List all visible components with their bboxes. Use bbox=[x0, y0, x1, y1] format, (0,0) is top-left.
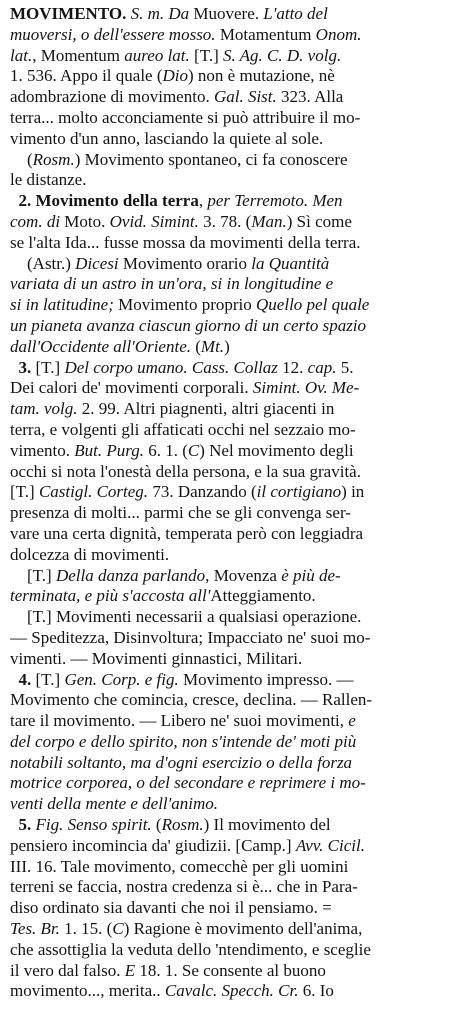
text-run: cap. bbox=[307, 357, 337, 377]
text-run: 5. bbox=[10, 815, 32, 835]
text-run: muoversi, o dell'essere mosso. bbox=[10, 24, 216, 44]
text-run: [T.] bbox=[10, 482, 39, 502]
text-run: 1. 15. ( bbox=[59, 919, 113, 939]
text-run: [T.] bbox=[10, 565, 56, 585]
text-line bbox=[10, 108, 465, 129]
text-run: Rosm. bbox=[32, 149, 75, 169]
text-run: un pianeta avanza ciascun giorno di un certo spazio bbox=[10, 315, 367, 335]
text-run: Dicesi bbox=[75, 253, 119, 273]
text-line bbox=[10, 524, 465, 545]
text-run: MOVIMENTO. bbox=[10, 4, 127, 23]
text-run: movimento..., merita.. bbox=[10, 981, 165, 1001]
text-run: Man. bbox=[251, 211, 287, 231]
text-line bbox=[10, 441, 465, 462]
text-line bbox=[10, 773, 465, 794]
text-run: la Quantità bbox=[251, 253, 330, 273]
text-run: [T.] Movimenti necessarii a qualsiasi operazione. bbox=[10, 607, 362, 627]
text-run: terreni se faccia, nostra credenza si è... che in Para- bbox=[10, 877, 358, 897]
text-run: C bbox=[112, 919, 124, 939]
text-run: ) in bbox=[341, 482, 365, 502]
text-run: ) Sì come bbox=[286, 211, 352, 231]
text-line bbox=[10, 566, 465, 587]
text-line bbox=[10, 586, 465, 607]
text-run: e bbox=[348, 711, 356, 731]
text-line bbox=[10, 607, 465, 628]
text-run: se l'alta Ida... fusse mossa da movimenti della terra. bbox=[10, 232, 361, 252]
text-run: dolcezza di movimenti. bbox=[10, 544, 170, 564]
text-line bbox=[10, 337, 465, 358]
text-line bbox=[10, 254, 465, 275]
text-run: Fig. Senso spirit. bbox=[31, 815, 152, 835]
text-line bbox=[10, 732, 465, 753]
dictionary-entry-page bbox=[10, 4, 465, 1002]
text-run: Quello pel quale bbox=[256, 295, 370, 315]
text-line bbox=[10, 4, 465, 25]
text-run: 73. Danzando ( bbox=[148, 482, 257, 502]
text-run: occhi si nota l'onestà della persona, e la sua gravità. bbox=[10, 461, 361, 481]
text-run: ) Ragione è movimento dell'anima, bbox=[123, 919, 363, 939]
text-line bbox=[10, 628, 465, 649]
text-line bbox=[10, 233, 465, 254]
text-line bbox=[10, 420, 465, 441]
text-run: Cavalc. Specch. Cr. bbox=[164, 981, 299, 1001]
text-run: Avv. Cicil. bbox=[295, 835, 365, 855]
text-run: ) Movimento spontaneo, ci fa conoscere bbox=[74, 149, 348, 169]
text-run: III. 16. Tale movimento, comecchè per gli uomini bbox=[10, 856, 349, 876]
text-run: tare il movimento. — Libero ne' suoi movimenti, bbox=[10, 711, 349, 731]
text-line bbox=[10, 857, 465, 878]
text-run: 4. bbox=[10, 669, 32, 689]
text-run: adombrazione di movimento. bbox=[10, 87, 214, 107]
text-line bbox=[10, 940, 465, 961]
text-line bbox=[10, 316, 465, 337]
text-line bbox=[10, 150, 465, 171]
text-run: — Speditezza, Disinvoltura; Impacciato ne' suoi mo- bbox=[10, 627, 371, 647]
text-line bbox=[10, 462, 465, 483]
text-run: 6. 1. ( bbox=[143, 440, 188, 460]
text-run: 5. bbox=[336, 357, 354, 377]
text-run: terra... molto acconciamente si può attribuire il mo- bbox=[10, 107, 361, 127]
text-run: Movimento che comincia, cresce, declina. — Rallen- bbox=[10, 690, 373, 710]
text-run: si in latitudine; bbox=[10, 295, 114, 315]
text-run: notabili soltanto, ma d'ogni esercizio o della forza bbox=[10, 752, 353, 772]
text-run: ) non è mutazione, nè bbox=[188, 66, 335, 86]
text-run: (Astr.) bbox=[10, 253, 76, 273]
text-run: pensiero incomincia da' giudizii. [Camp.] bbox=[10, 835, 296, 855]
text-line bbox=[10, 711, 465, 732]
text-run: vimento. bbox=[10, 440, 75, 460]
text-line bbox=[10, 378, 465, 399]
text-run: 18. 1. Se consente al buono bbox=[135, 960, 326, 980]
text-run: ) Il movimento del bbox=[203, 815, 331, 835]
text-run: , bbox=[198, 191, 208, 211]
text-run: Movimento proprio bbox=[113, 295, 257, 315]
text-line bbox=[10, 274, 465, 295]
text-line bbox=[10, 87, 465, 108]
text-run: Onom. bbox=[315, 24, 362, 44]
text-line bbox=[10, 753, 465, 774]
text-run: tam. volg. bbox=[10, 399, 78, 419]
text-line bbox=[10, 191, 465, 212]
text-line bbox=[10, 794, 465, 815]
text-line bbox=[10, 898, 465, 919]
text-line bbox=[10, 212, 465, 233]
text-run: Castigl. Corteg. bbox=[38, 482, 149, 502]
text-line bbox=[10, 649, 465, 670]
text-run: venti della mente e dell'animo. bbox=[10, 794, 219, 814]
text-run: 2. 99. Altri piagnenti, altri giacenti in bbox=[77, 399, 335, 419]
text-run: L'atto del bbox=[259, 4, 328, 23]
text-line bbox=[10, 399, 465, 420]
text-run: 12. bbox=[277, 357, 308, 377]
text-line bbox=[10, 815, 465, 836]
text-line bbox=[10, 295, 465, 316]
text-run: ( bbox=[151, 815, 162, 835]
text-line bbox=[10, 877, 465, 898]
text-run: Movimento impresso. — bbox=[178, 669, 354, 689]
text-run: vare una certa dignità, temperata però con leggiadra bbox=[10, 523, 364, 543]
text-run: 3. 78. ( bbox=[198, 211, 252, 231]
text-run: del corpo e dello spirito, non s'intende de' moti più bbox=[10, 731, 357, 751]
text-run: il cortigiano bbox=[256, 482, 342, 502]
text-run: vimenti. — Movimenti ginnastici, Militari. bbox=[10, 648, 303, 668]
text-run: [T.] bbox=[31, 357, 65, 377]
text-line bbox=[10, 670, 465, 691]
text-run: Ovid. Simint. bbox=[109, 211, 199, 231]
text-run: variata di un astro in un'ora, si in longitudine e bbox=[10, 274, 334, 294]
text-run: Simint. Ov. Me- bbox=[252, 378, 360, 398]
text-run: Rosm. bbox=[161, 815, 204, 835]
text-run: 2. Movimento della terra bbox=[10, 191, 199, 211]
text-line bbox=[10, 836, 465, 857]
text-run: 6. Io bbox=[298, 981, 334, 1001]
text-run: E bbox=[124, 960, 136, 980]
text-line bbox=[10, 358, 465, 379]
text-run: motrice corporea, o del secondare e reprimere i mo- bbox=[10, 773, 366, 793]
text-line bbox=[10, 129, 465, 150]
text-line bbox=[10, 482, 465, 503]
text-run: terminata, e più s'accosta all' bbox=[10, 586, 211, 606]
text-run: ( bbox=[10, 149, 33, 169]
text-run: Gal. Sist. bbox=[213, 87, 277, 107]
text-run: 323. Alla bbox=[276, 87, 344, 107]
text-run: S. Ag. C. D. volg. bbox=[222, 45, 342, 65]
text-line bbox=[10, 545, 465, 566]
text-run: è più de- bbox=[281, 565, 341, 585]
text-run: But. Purg. bbox=[74, 440, 144, 460]
text-run: 3. bbox=[10, 357, 32, 377]
text-run: Motamentum bbox=[215, 24, 316, 44]
text-run: S. m. Da bbox=[126, 4, 194, 23]
text-line bbox=[10, 919, 465, 940]
text-run: ( bbox=[191, 336, 201, 356]
text-run: per Terremoto. Men bbox=[207, 191, 343, 211]
text-run: Atteggiamento. bbox=[210, 586, 316, 606]
text-run: lat. bbox=[10, 45, 33, 65]
text-run: Muovere. bbox=[193, 4, 260, 23]
text-run: Dei calori de' movimenti corporali. bbox=[10, 378, 253, 398]
text-line bbox=[10, 46, 465, 67]
text-run: 1. 536. Appo il quale ( bbox=[10, 66, 163, 86]
text-run: [T.] bbox=[31, 669, 65, 689]
text-run: C bbox=[187, 440, 200, 460]
text-run: [T.] bbox=[189, 45, 223, 65]
text-run: Della danza parlando, bbox=[55, 565, 210, 585]
text-run: diso ordinato sia davanti che noi il pensiamo. = bbox=[10, 898, 332, 918]
text-run: Movenza bbox=[209, 565, 282, 585]
text-line bbox=[10, 170, 465, 191]
text-run: , Momentum bbox=[32, 45, 125, 65]
text-run: ) Nel movimento degli bbox=[199, 440, 354, 460]
text-line bbox=[10, 25, 465, 46]
text-run: Movimento orario bbox=[118, 253, 252, 273]
text-run: Gen. Corp. e fig. bbox=[64, 669, 179, 689]
text-line bbox=[10, 66, 465, 87]
text-run: il vero dal falso. bbox=[10, 960, 125, 980]
text-run: Tes. Br. bbox=[10, 919, 60, 939]
text-run: com. di bbox=[10, 211, 61, 231]
text-run: dall'Occidente all'Oriente. bbox=[10, 336, 191, 356]
text-line bbox=[10, 503, 465, 524]
text-run: presenza di molti... parmi che se gli convenga ser- bbox=[10, 503, 351, 523]
text-line bbox=[10, 690, 465, 711]
text-run: terra, e volgenti gli affaticati occhi nel sezzaio mo- bbox=[10, 419, 356, 439]
text-line bbox=[10, 961, 465, 982]
text-run: Mt. bbox=[200, 336, 225, 356]
text-run: Dio bbox=[162, 66, 189, 86]
text-run: vimento d'un anno, lasciando la quiete al sole. bbox=[10, 128, 324, 148]
text-run: Moto. bbox=[60, 211, 110, 231]
text-line bbox=[10, 981, 465, 1002]
text-run: le distanze. bbox=[10, 170, 87, 190]
text-run: che assottiglia la veduta dello 'ntendimento, e sceglie bbox=[10, 939, 371, 959]
text-run: aureo lat. bbox=[124, 45, 190, 65]
text-run: ) bbox=[224, 336, 230, 356]
text-run: Del corpo umano. Cass. Collaz bbox=[64, 357, 278, 377]
